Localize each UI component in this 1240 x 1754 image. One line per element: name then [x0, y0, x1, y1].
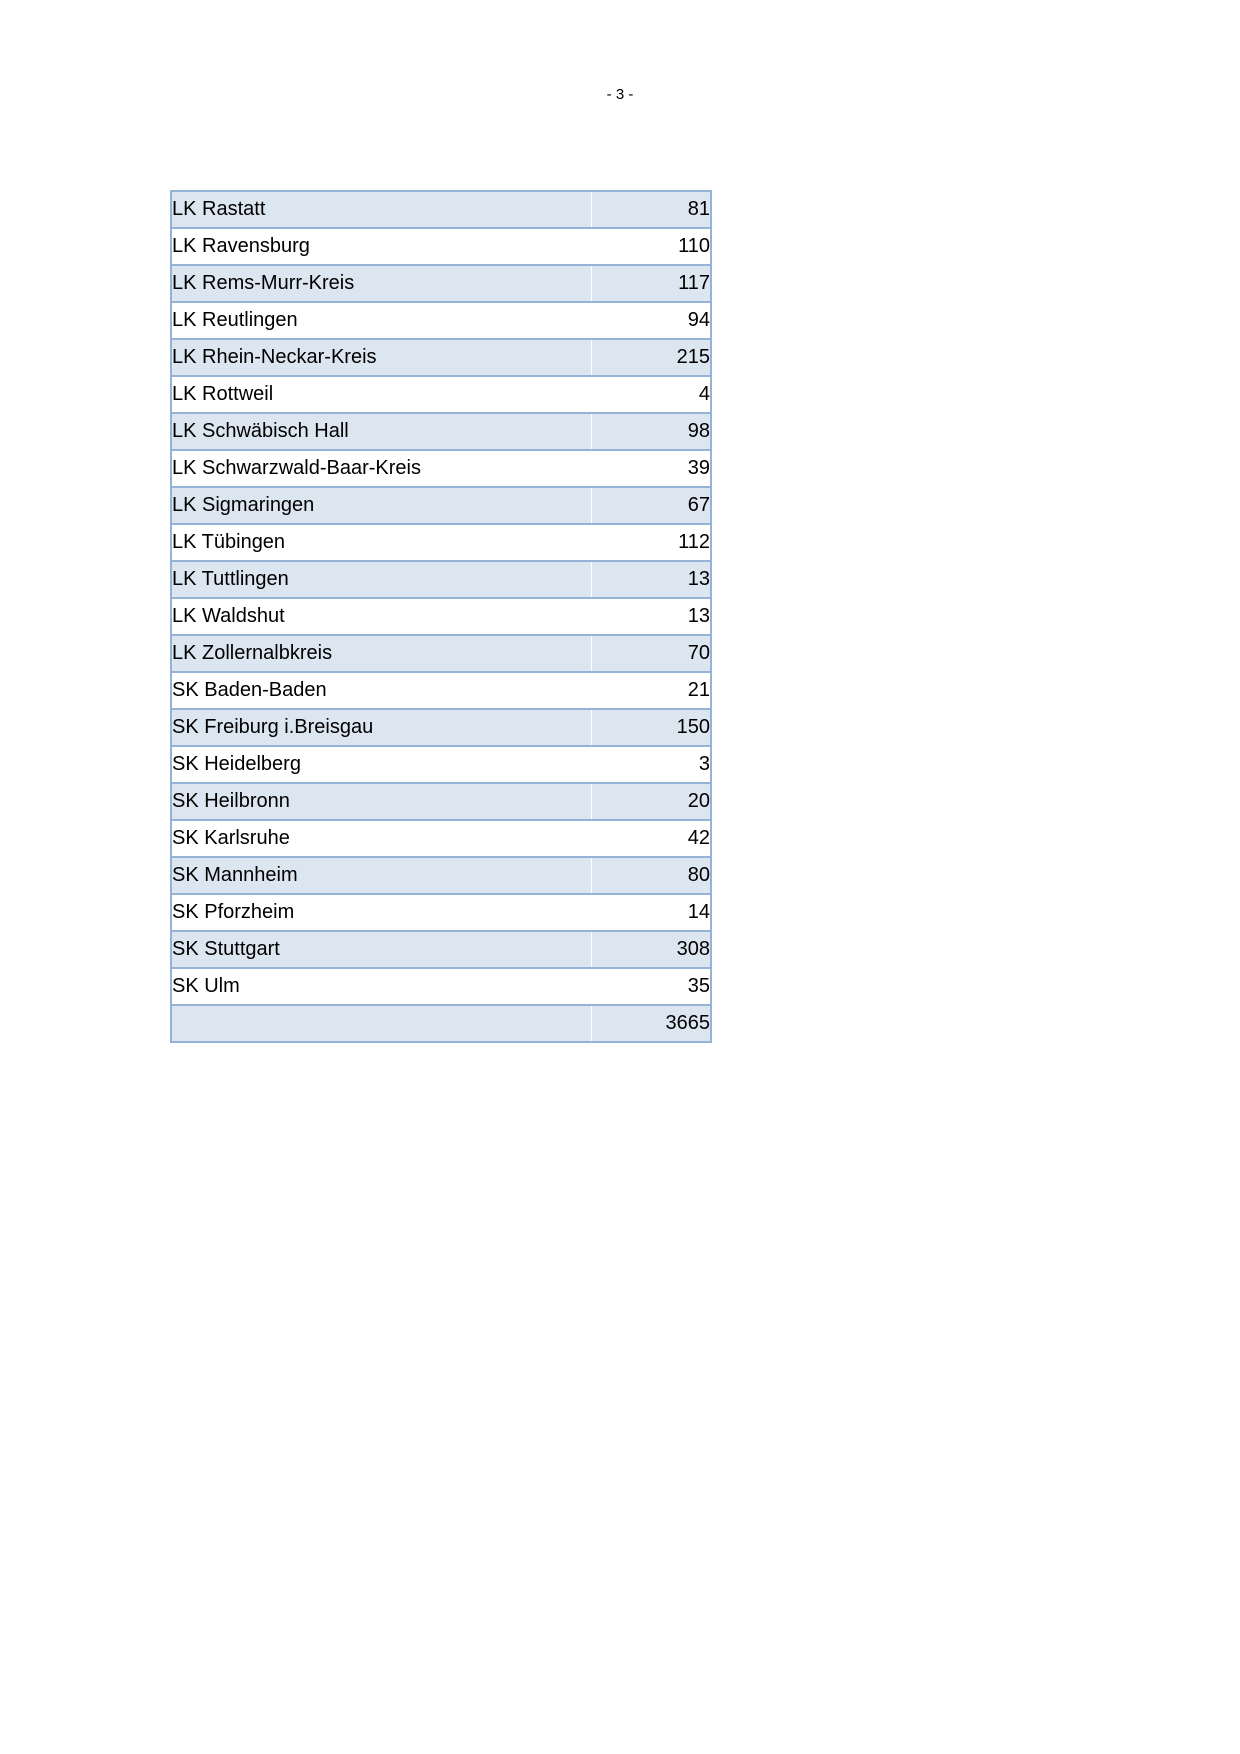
table-row [171, 709, 711, 746]
district-name-cell: SK Heilbronn [171, 783, 592, 820]
table-row [171, 894, 711, 931]
table-row [171, 302, 711, 339]
table-row [171, 376, 711, 413]
table-row [171, 561, 711, 598]
district-name-cell: SK Stuttgart [171, 931, 592, 968]
table-row [171, 524, 711, 561]
table-row [171, 931, 711, 968]
table-row [171, 746, 711, 783]
total-label-cell [171, 1005, 592, 1042]
district-value-cell: 80 [592, 857, 711, 894]
table-row [171, 598, 711, 635]
district-value-cell: 3 [592, 746, 711, 783]
district-name-cell: LK Tuttlingen [171, 561, 592, 598]
table-row [171, 487, 711, 524]
district-value-cell: 35 [592, 968, 711, 1005]
district-name-cell: SK Heidelberg [171, 746, 592, 783]
district-name-cell: LK Sigmaringen [171, 487, 592, 524]
district-name-cell: SK Karlsruhe [171, 820, 592, 857]
district-name-cell: LK Rottweil [171, 376, 592, 413]
district-value-cell: 81 [592, 191, 711, 228]
table-row [171, 228, 711, 265]
table-row [171, 339, 711, 376]
district-name-cell: LK Tübingen [171, 524, 592, 561]
table-row [171, 413, 711, 450]
district-name-cell: SK Pforzheim [171, 894, 592, 931]
district-count-table [170, 190, 712, 1043]
table-row [171, 450, 711, 487]
table-row [171, 820, 711, 857]
district-name-cell: SK Freiburg i.Breisgau [171, 709, 592, 746]
table-body [171, 191, 711, 1042]
district-name-cell: LK Schwarzwald-Baar-Kreis [171, 450, 592, 487]
district-value-cell: 13 [592, 598, 711, 635]
district-value-cell: 98 [592, 413, 711, 450]
table-row [171, 857, 711, 894]
table-row [171, 968, 711, 1005]
table-row [171, 783, 711, 820]
district-value-cell: 20 [592, 783, 711, 820]
district-name-cell: SK Mannheim [171, 857, 592, 894]
total-value-cell: 3665 [592, 1005, 711, 1042]
district-value-cell: 39 [592, 450, 711, 487]
district-value-cell: 14 [592, 894, 711, 931]
district-name-cell: SK Baden-Baden [171, 672, 592, 709]
district-value-cell: 21 [592, 672, 711, 709]
district-value-cell: 4 [592, 376, 711, 413]
table-row [171, 635, 711, 672]
page-number: - 3 - [606, 86, 634, 103]
table-row [171, 191, 711, 228]
district-value-cell: 42 [592, 820, 711, 857]
district-value-cell: 13 [592, 561, 711, 598]
district-value-cell: 67 [592, 487, 711, 524]
district-name-cell: LK Rems-Murr-Kreis [171, 265, 592, 302]
district-name-cell: LK Zollernalbkreis [171, 635, 592, 672]
district-value-cell: 150 [592, 709, 711, 746]
district-name-cell: LK Schwäbisch Hall [171, 413, 592, 450]
district-value-cell: 110 [592, 228, 711, 265]
district-value-cell: 94 [592, 302, 711, 339]
district-value-cell: 117 [592, 265, 711, 302]
district-value-cell: 215 [592, 339, 711, 376]
district-name-cell: LK Ravensburg [171, 228, 592, 265]
district-name-cell: LK Rhein-Neckar-Kreis [171, 339, 592, 376]
district-name-cell: LK Reutlingen [171, 302, 592, 339]
district-value-cell: 112 [592, 524, 711, 561]
district-name-cell: LK Rastatt [171, 191, 592, 228]
district-name-cell: LK Waldshut [171, 598, 592, 635]
table-row [171, 265, 711, 302]
table-total-row [171, 1005, 711, 1042]
district-value-cell: 308 [592, 931, 711, 968]
table-row [171, 672, 711, 709]
district-name-cell: SK Ulm [171, 968, 592, 1005]
district-value-cell: 70 [592, 635, 711, 672]
